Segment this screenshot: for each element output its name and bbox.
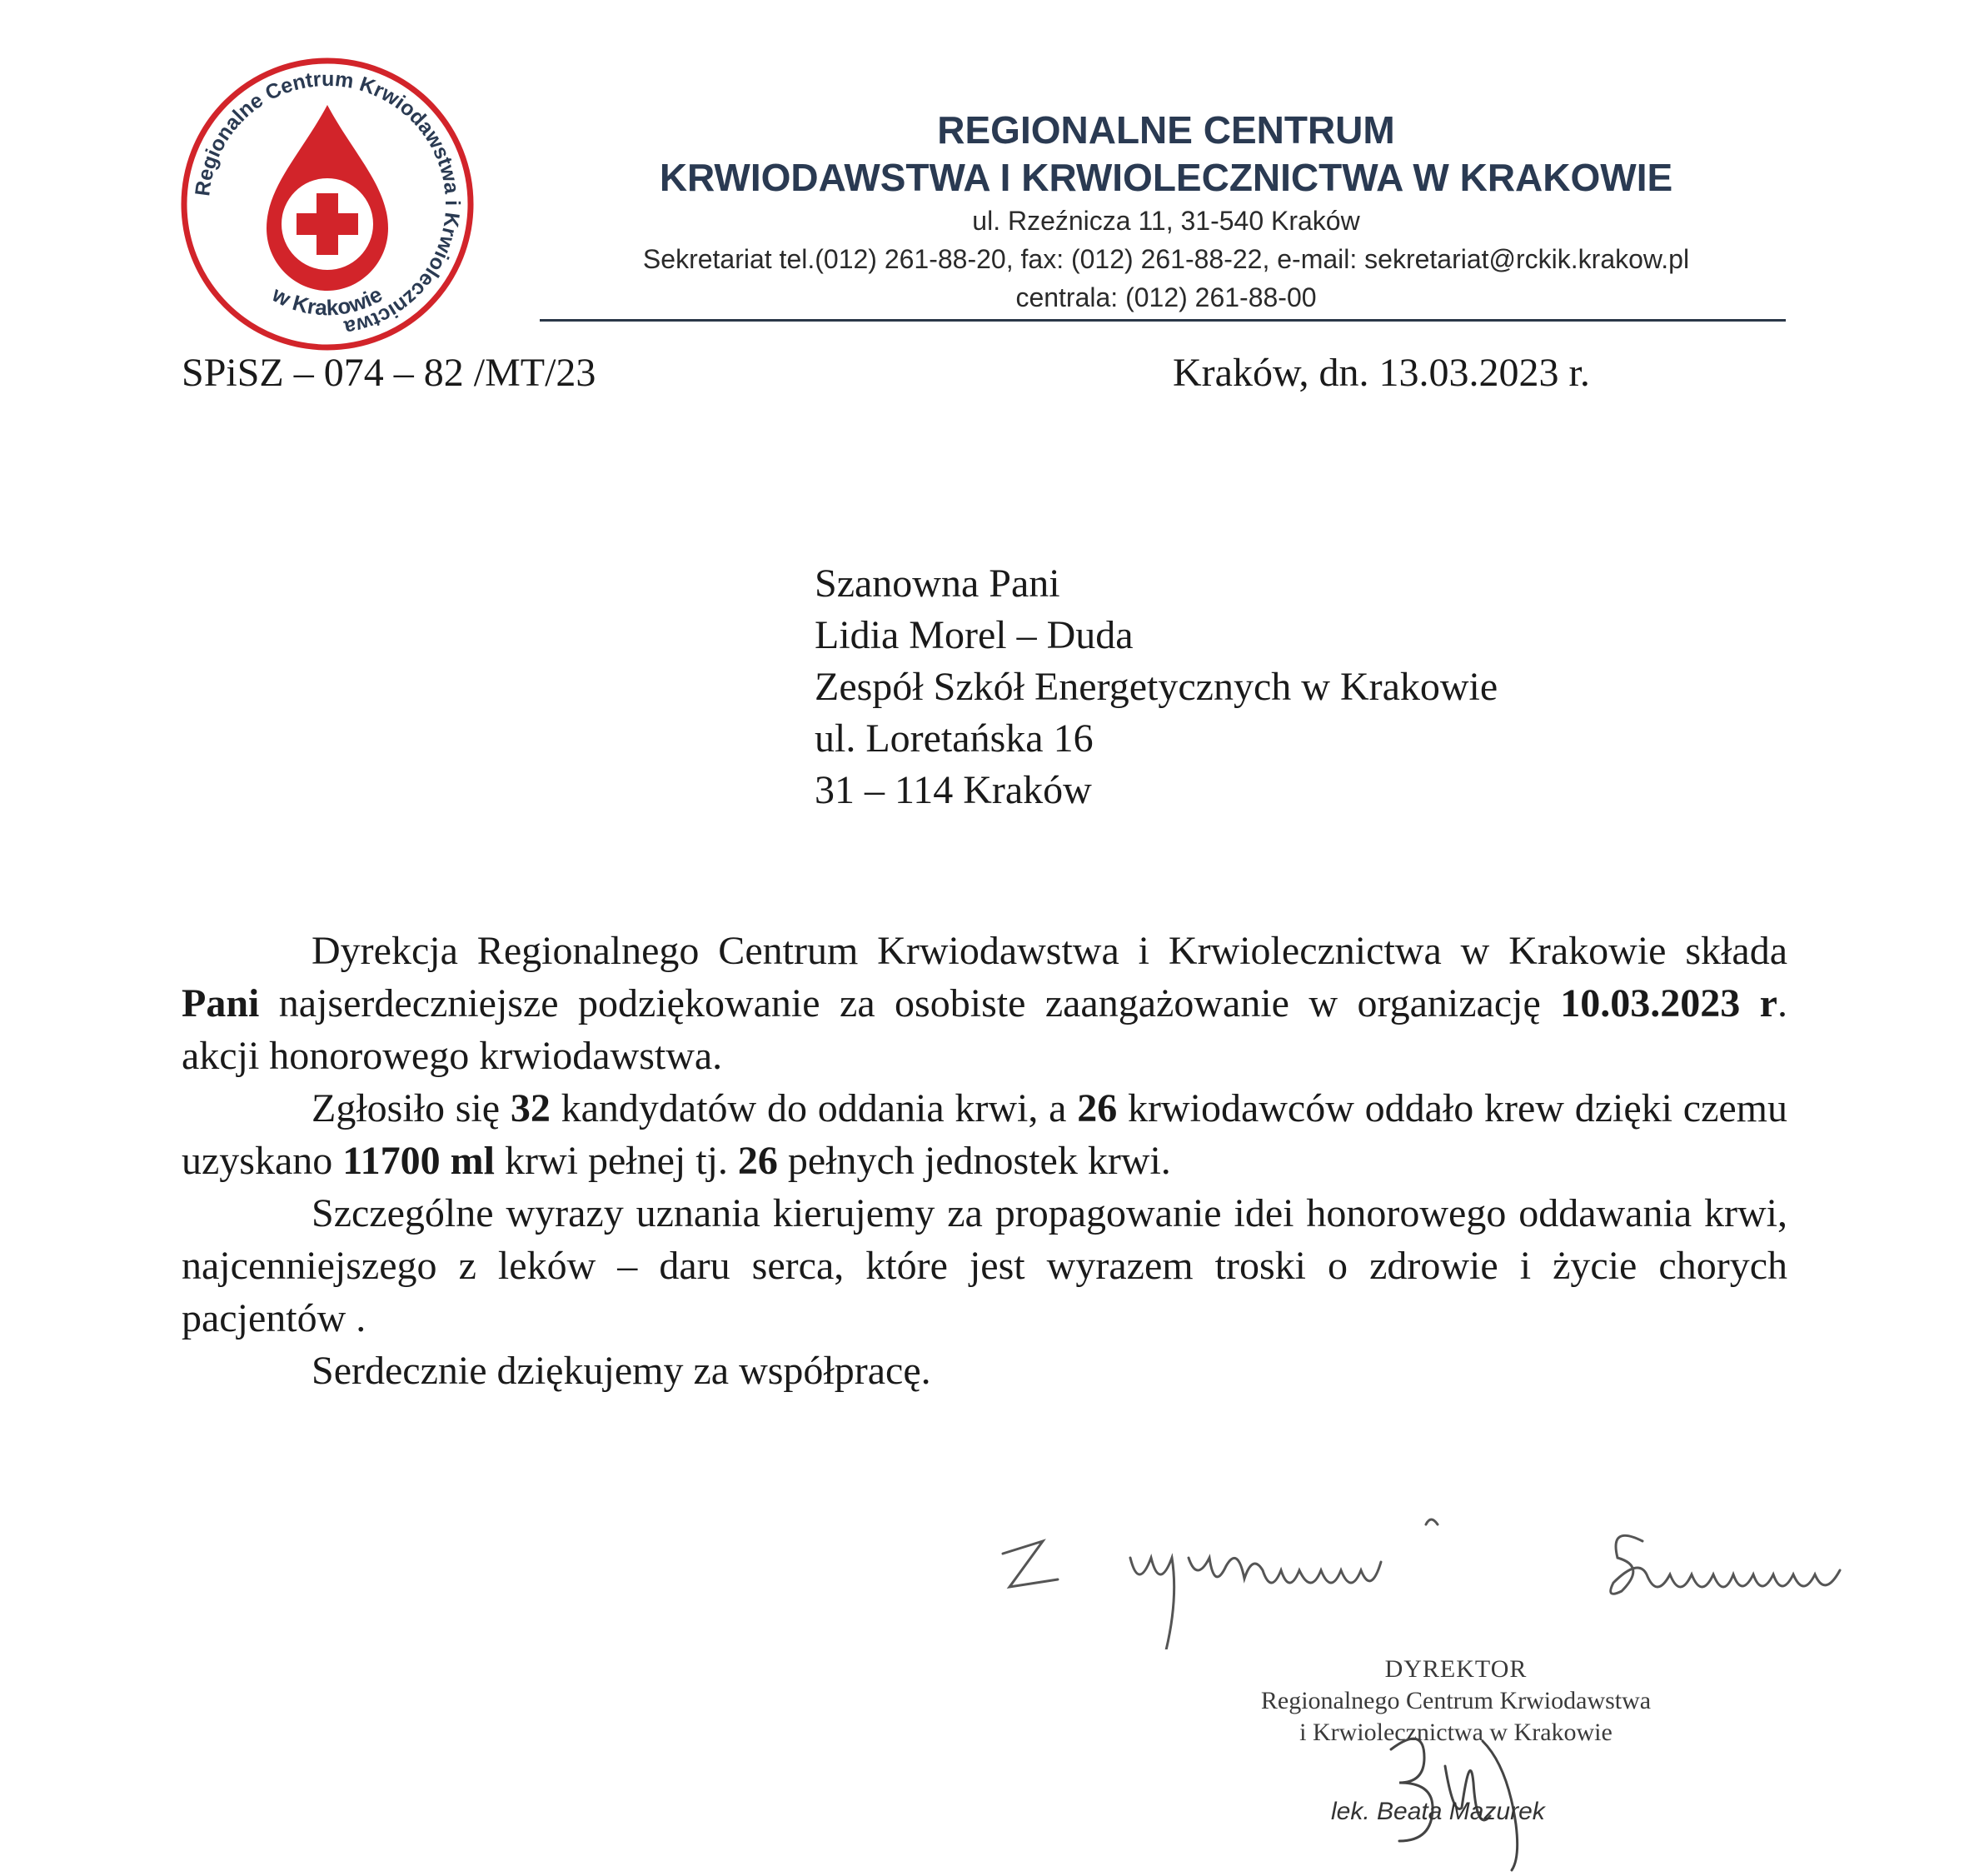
logo-bottom-text: w Krakowie xyxy=(268,281,386,321)
handwritten-closing xyxy=(993,1508,1969,1649)
text-run: Dyrekcja Regionalnego Centrum Krwiodawstwa i Krwiolecznictwa w Krakowie składa xyxy=(312,929,1787,973)
text-run: Zgłosiło się xyxy=(312,1086,511,1130)
recipient-name: Lidia Morel – Duda xyxy=(815,613,1134,657)
letterhead xyxy=(533,107,1799,317)
org-central-phone: centrala: (012) 261-88-00 xyxy=(1015,282,1317,312)
org-contact: Sekretariat tel.(012) 261-88-20, fax: (012) 261-88-22, e-mail: sekretariat@rckik.krakow.pl xyxy=(642,244,1690,274)
document-date: Kraków, dn. 13.03.2023 r. xyxy=(1173,351,1590,395)
bold-run: Pani xyxy=(182,981,260,1025)
institution-logo-seal xyxy=(177,53,478,355)
bold-run: 26 xyxy=(737,1139,778,1183)
text-run: krwiodawców oddało krew dzięki czemu uzyskano xyxy=(182,1086,1788,1183)
text-run: pełnych jednostek krwi. xyxy=(777,1139,1171,1183)
bold-run: 26 xyxy=(1077,1086,1118,1130)
text-run: . akcji honorowego krwiodawstwa. xyxy=(182,981,1787,1078)
signatory-title: DYREKTOR xyxy=(1384,1655,1528,1683)
bold-run: 11700 ml xyxy=(342,1139,495,1183)
paragraph-closing: Serdecznie dziękujemy za współpracę. xyxy=(312,1349,931,1393)
handwritten-signature xyxy=(1366,1716,1591,1874)
recipient-street: ul. Loretańska 16 xyxy=(815,716,1094,761)
blood-drop-cross-icon xyxy=(267,105,388,291)
text-run: najserdeczniejsze podziękowanie za osobiste zaangażowanie w organizację xyxy=(259,981,1561,1025)
recipient-institution: Zespół Szkół Energetycznych w Krakowie xyxy=(815,665,1498,709)
document-reference: SPiSZ – 074 – 82 /MT/23 xyxy=(182,351,596,395)
signatory-name: lek. Beata Mazurek xyxy=(1331,1798,1545,1825)
text-run: kandydatów do oddania krwi, a xyxy=(550,1086,1078,1130)
signatory-org-line1: Regionalnego Centrum Krwiodawstwa xyxy=(1260,1687,1652,1714)
org-name-line2: KRWIODAWSTWA I KRWIOLECZNICTWA W KRAKOWIE xyxy=(659,156,1673,199)
paragraph-statistics xyxy=(182,1082,1787,1187)
recipient-city: 31 – 114 Kraków xyxy=(815,768,1092,812)
bold-run: 32 xyxy=(510,1086,551,1130)
logo-ring-text: Regionalne Centrum Krwiodawstwa i Krwiolecznictwa xyxy=(191,67,465,340)
paragraph-thanks xyxy=(182,925,1787,1082)
header-divider xyxy=(540,319,1786,322)
org-address: ul. Rzeźnicza 11, 31-540 Kraków xyxy=(972,206,1360,236)
bold-run: 10.03.2023 r xyxy=(1560,981,1777,1025)
paragraph-recognition: Szczególne wyrazy uznania kierujemy za propagowanie idei honorowego oddawania krwi, najcenniejszego z leków – daru serca, które jest wyrazem troski o zdrowie i życie chorych pacjentów . xyxy=(182,1191,1787,1340)
letter-body xyxy=(182,925,1787,1397)
text-run: krwi pełnej tj. xyxy=(494,1139,738,1183)
recipient-address-block xyxy=(815,558,1498,816)
recipient-salutation: Szanowna Pani xyxy=(815,561,1060,606)
org-name-line1: REGIONALNE CENTRUM xyxy=(937,108,1395,152)
signatory-org-line2: i Krwiolecznictwa w Krakowie xyxy=(1299,1719,1613,1746)
